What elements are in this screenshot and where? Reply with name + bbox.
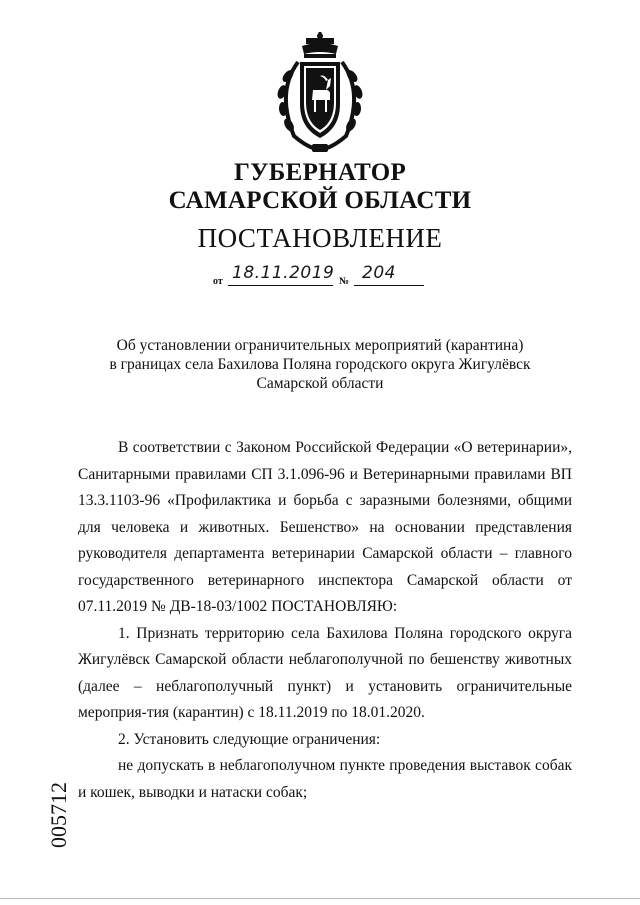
date-number-line xyxy=(0,262,640,292)
document-body xyxy=(78,435,572,806)
document-subject xyxy=(0,336,640,393)
coat-of-arms-icon xyxy=(268,32,372,156)
clause-1-paragraph: 1. Признать территорию села Бахилова Поляна городского округа Жигулёвск Самарской области неблагополучной по бешенству животных (далее – неблагополучный пункт) и установить ограничительные мероприя-тия (карантин) с 18.11.2019 по 18.01.2020. xyxy=(78,624,572,721)
number-label: № xyxy=(339,276,350,287)
restriction-paragraph: не допускать в неблагополучном пункте проведения выставок собак и кошек, выводки и натаски собак; xyxy=(78,757,572,801)
clause-2-paragraph: 2. Установить следующие ограничения: xyxy=(118,730,381,748)
number-underline xyxy=(354,285,424,286)
registry-number-stamp xyxy=(38,760,78,850)
handwritten-date: 18.11.2019 xyxy=(232,263,335,283)
subject-line: Самарской области xyxy=(256,375,384,392)
handwritten-number: 204 xyxy=(362,263,396,283)
date-underline xyxy=(228,285,333,286)
org-title-line1: ГУБЕРНАТОР xyxy=(233,159,407,186)
document-type: ПОСТАНОВЛЕНИЕ xyxy=(197,223,443,253)
subject-line: Об установлении ограничительных мероприятий (карантина) xyxy=(116,337,524,354)
date-from-label: от xyxy=(213,276,223,287)
preamble-paragraph: В соответствии с Законом Российской Федерации «О ветеринарии», Санитарными правилами СП 3.1.096-96 и Ветеринарными правилами ВП 13.3.1103-96 «Профилактика и борьба с заразными болезнями, общими для человека и животных. Бешенство» на основании представления руководителя департамента ветеринарии Самарской области – главного государственного ветеринарного инспектора Самарской области от 07.11.2019 № ДВ-18-03/1002 ПОСТАНОВЛЯЮ: xyxy=(78,439,572,615)
subject-line: в границах села Бахилова Поляна городского округа Жигулёвск xyxy=(109,356,531,373)
registry-number: 005712 xyxy=(46,782,71,848)
org-title-line2: САМАРСКОЙ ОБЛАСТИ xyxy=(168,187,472,214)
page-bottom-line xyxy=(0,898,640,899)
